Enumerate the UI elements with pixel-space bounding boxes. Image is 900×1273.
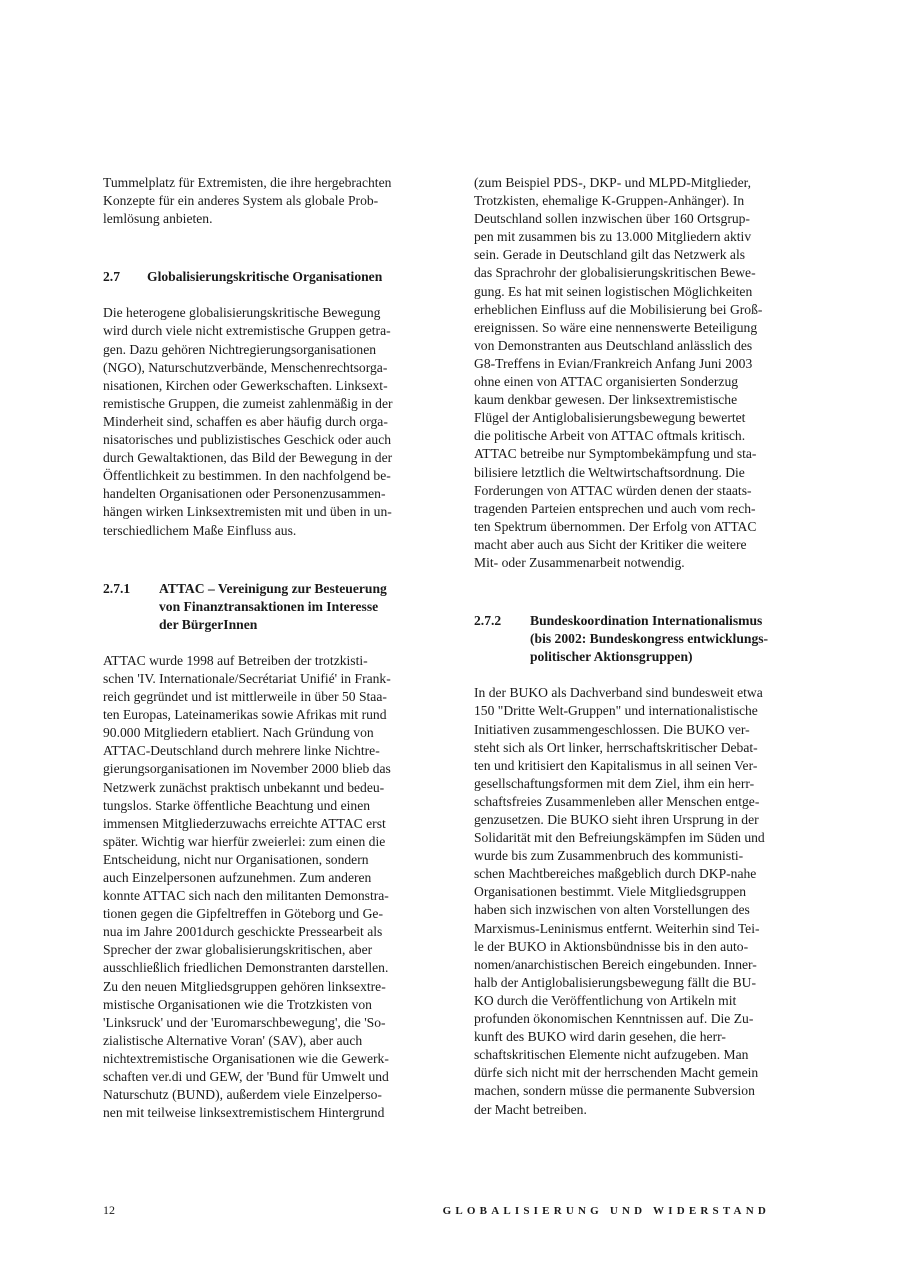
right-column [474,174,796,1119]
section-title: Bundeskoordination Internationalismus (bis 2002: Bundeskongress entwicklungs- politischer Aktionsgruppen) [530,613,769,665]
page-footer [103,1203,770,1218]
continuation-paragraph: (zum Beispiel PDS-, DKP- und MLPD-Mitglieder, Trotzkisten, ehemalige K-Gruppen-Anhänger). In Deutschland sollen inzwischen über 160 Ortsgrup- pen mit zusammen bis zu 13.000 Mitgliedern aktiv sein. Gerade in Deutschland gilt das Netzwerk als das Sprachrohr der globalisierungskritischen Bewe- gung. Es hat mit seinen logistischen Möglichkeiten erheblichen Einfluss auf die Mobilisierung bei Groß- ereignissen. So wäre eine nennenswerte Beteiligung von Demonstranten aus Deutschland anlässlich des G8-Treffens in Evian/Frankreich Anfang Juni 2003 ohne einen von ATTAC organisierten Sonderzug kaum denkbar gewesen. Der linksextremistische Flügel der Antiglobalisierungsbewegung bewertet die politische Arbeit von ATTAC oftmals kritisch. ATTAC betreibe nur Symptombekämpfung und sta- bilisiere letztlich die Weltwirtschaftsordnung. Die Forderungen von ATTAC würden denen der staats- tragenden Parteien entsprechen und auch vom rech- ten Spektrum übernommen. Der Erfolg von ATTAC macht aber auch aus Sicht der Kritiker die weitere Mit- oder Zusammenarbeit notwendig. [474,175,763,570]
left-column [103,174,425,1122]
section-2-7-2-paragraph: In der BUKO als Dachverband sind bundesweit etwa 150 "Dritte Welt-Gruppen" und internationalistische Initiativen zusammengeschlossen. Die BUKO ver- steht sich als Ort linker, herrschaftskritischer Debat- ten und kritisiert den Kapitalismus in all seinen Ver- gesellschaftungsformen mit dem Ziel, ihm ein herr- schaftsfreies Zusammenleben aller Menschen entge- genzusetzen. Die BUKO sieht ihren Ursprung in der Solidarität mit den Befreiungskämpfen im Süden und wurde bis zum Zusammenbruch des kommunisti- schen Machtbereiches maßgeblich durch DKP-nahe Organisationen bestimmt. Viele Mitgliedsgruppen haben sich inzwischen von alten Vorstellungen des Marxismus-Leninismus entfernt. Weiterhin sind Tei- le der BUKO in Aktionsbündnisse bis in den auto- nomen/anarchistischen Bereich eingebunden. Inner- halb der Antiglobalisierungsbewegung fällt die BU- KO durch die Veröffentlichung von Artikeln mit profunden ökonomischen Kenntnissen auf. Die Zu- kunft des BUKO wird darin gesehen, die herr- schaftskritischen Elemente nicht aufzugeben. Man dürfe sich nicht mit der herrschenden Macht gemein machen, sondern müsse die permanente Subversion der Macht betreiben. [474,685,765,1117]
intro-paragraph: Tummelplatz für Extremisten, die ihre hergebrachten Konzepte für ein anderes System als globale Prob- lemlösung anbieten. [103,175,392,227]
section-title: ATTAC – Vereinigung zur Besteuerung von Finanztransaktionen im Interesse der BürgerInnen [159,580,387,632]
section-title: Globalisierungskritische Organisationen [147,269,383,285]
running-title: GLOBALISIERUNG UND WIDERSTAND [442,1205,770,1217]
section-heading-2-7 [103,268,425,286]
section-number: 2.7.2 [474,613,502,629]
section-heading-2-7-2 [474,612,796,666]
section-2-7-paragraph: Die heterogene globalisierungskritische Bewegung wird durch viele nicht extremistische Gruppen getra- gen. Dazu gehören Nichtregierungsorganisationen (NGO), Naturschutzverbände, Menschenrechtsorga- nisationen, Kirchen oder Gewerkschaften. Linksext- remistische Gruppen, die zumeist zahlenmäßig in der Minderheit sind, schaffen es aber häufig durch orga- nisatorisches und publizistisches Geschick oder auch durch Gewaltaktionen, das Bild der Bewegung in der Öffentlichkeit zu bestimmen. In den nachfolgend be- handelten Organisationen oder Personenzusammen- hängen wirken Linksextremisten mit und üben in un- terschiedlichem Maße Einfluss aus. [103,305,393,538]
section-2-7-1-paragraph: ATTAC wurde 1998 auf Betreiben der trotzkisti- schen 'IV. Internationale/Secrétariat Unifié' in Frank- reich gegründet und ist mittlerweile in über 50 Staa- ten Europas, Lateinamerikas sowie Afrikas mit rund 90.000 Mitgliedern etabliert. Nach Gründung von ATTAC-Deutschland durch mehrere linke Nichtre- gierungsorganisationen im November 2000 blieb das Netzwerk zunächst praktisch unbekannt und bedeu- tungslos. Starke öffentliche Beachtung und einen immensen Mitgliederzuwachs erreichte ATTAC erst später. Wichtig war hierfür zweierlei: zum einen die Entscheidung, nicht nur Organisationen, sondern auch Einzelpersonen aufzunehmen. Zum anderen konnte ATTAC sich nach den militanten Demonstra- tionen gegen die Gipfeltreffen in Göteborg und Ge- nua im Jahre 2001durch geschickte Pressearbeit als Sprecher der zwar globalisierungskritischen, aber ausschließlich friedlichen Demonstranten darstellen. Zu den neuen Mitgliedsgruppen gehören linksextre- mistische Organisationen wie die Trotzkisten von 'Linksruck' und der 'Euromarschbewegung', die 'So- zialistische Alternative Voran' (SAV), aber auch nichtextremistische Organisationen wie die Gewerk- schaften ver.di und GEW, der 'Bund für Umwelt und Naturschutz (BUND), außerdem viele Einzelperso- nen mit teilweise linksextremistischem Hintergrund [103,652,391,1121]
page-number: 12 [103,1203,115,1217]
section-number: 2.7.1 [103,580,131,596]
section-number: 2.7 [103,269,120,285]
section-heading-2-7-1 [103,580,425,634]
